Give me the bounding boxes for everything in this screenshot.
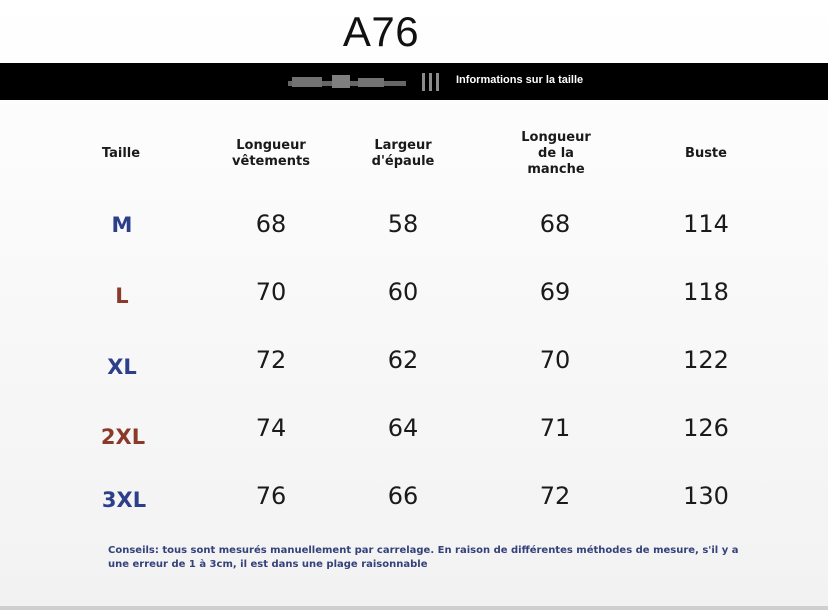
header-longueur-vetements xyxy=(232,138,310,170)
table-cell: 126 xyxy=(683,414,729,442)
table-cell: 68 xyxy=(539,210,571,238)
measurement-note xyxy=(108,544,748,572)
table-cell: 122 xyxy=(683,346,729,374)
table-cell: 72 xyxy=(539,482,571,510)
table-cell: 66 xyxy=(387,482,419,510)
note-line: une erreur de 1 à 3cm, il est dans une plage raisonnable xyxy=(108,559,428,570)
table-cell: 130 xyxy=(683,482,729,510)
size-label: 3XL xyxy=(101,488,147,512)
header-band xyxy=(0,63,828,100)
table-cell: 70 xyxy=(539,346,571,374)
header-line: Taille xyxy=(101,146,141,161)
header-line: de la xyxy=(538,146,574,161)
header-line: Buste xyxy=(685,146,727,161)
table-cell: 64 xyxy=(387,414,419,442)
table-cell: 76 xyxy=(255,482,287,510)
table-cell: 114 xyxy=(683,210,729,238)
table-cell: 69 xyxy=(539,278,571,306)
table-cell: 71 xyxy=(539,414,571,442)
size-info-title: Informations sur la taille xyxy=(456,74,584,86)
size-label: L xyxy=(115,284,129,308)
header-line: d'épaule xyxy=(371,154,435,169)
bottom-divider xyxy=(0,606,828,610)
table-cell: 62 xyxy=(387,346,419,374)
header-taille xyxy=(102,146,140,162)
product-code: A76 xyxy=(342,8,420,55)
table-cell: 74 xyxy=(255,414,287,442)
size-label: 2XL xyxy=(100,425,146,449)
header-line: vêtements xyxy=(232,154,310,169)
table-cell: 70 xyxy=(255,278,287,306)
header-longueur-manche xyxy=(521,130,591,178)
table-cell: 68 xyxy=(255,210,287,238)
header-line: Largeur xyxy=(374,138,432,153)
brand-logo-icon xyxy=(288,71,440,93)
table-cell: 58 xyxy=(387,210,419,238)
header-line: Longueur xyxy=(236,138,306,153)
table-cell: 118 xyxy=(683,278,729,306)
header-line: manche xyxy=(527,162,585,177)
header-line: Longueur xyxy=(521,130,591,145)
size-label: M xyxy=(111,213,133,237)
table-cell: 72 xyxy=(255,346,287,374)
header-largeur-epaule xyxy=(372,138,435,170)
table-cell: 60 xyxy=(387,278,419,306)
note-line: Conseils: tous sont mesurés manuellement par carrelage. En raison de différentes méthodes de mesure, s'il y a xyxy=(108,545,739,556)
size-label: XL xyxy=(107,355,137,379)
header-buste xyxy=(685,146,727,162)
